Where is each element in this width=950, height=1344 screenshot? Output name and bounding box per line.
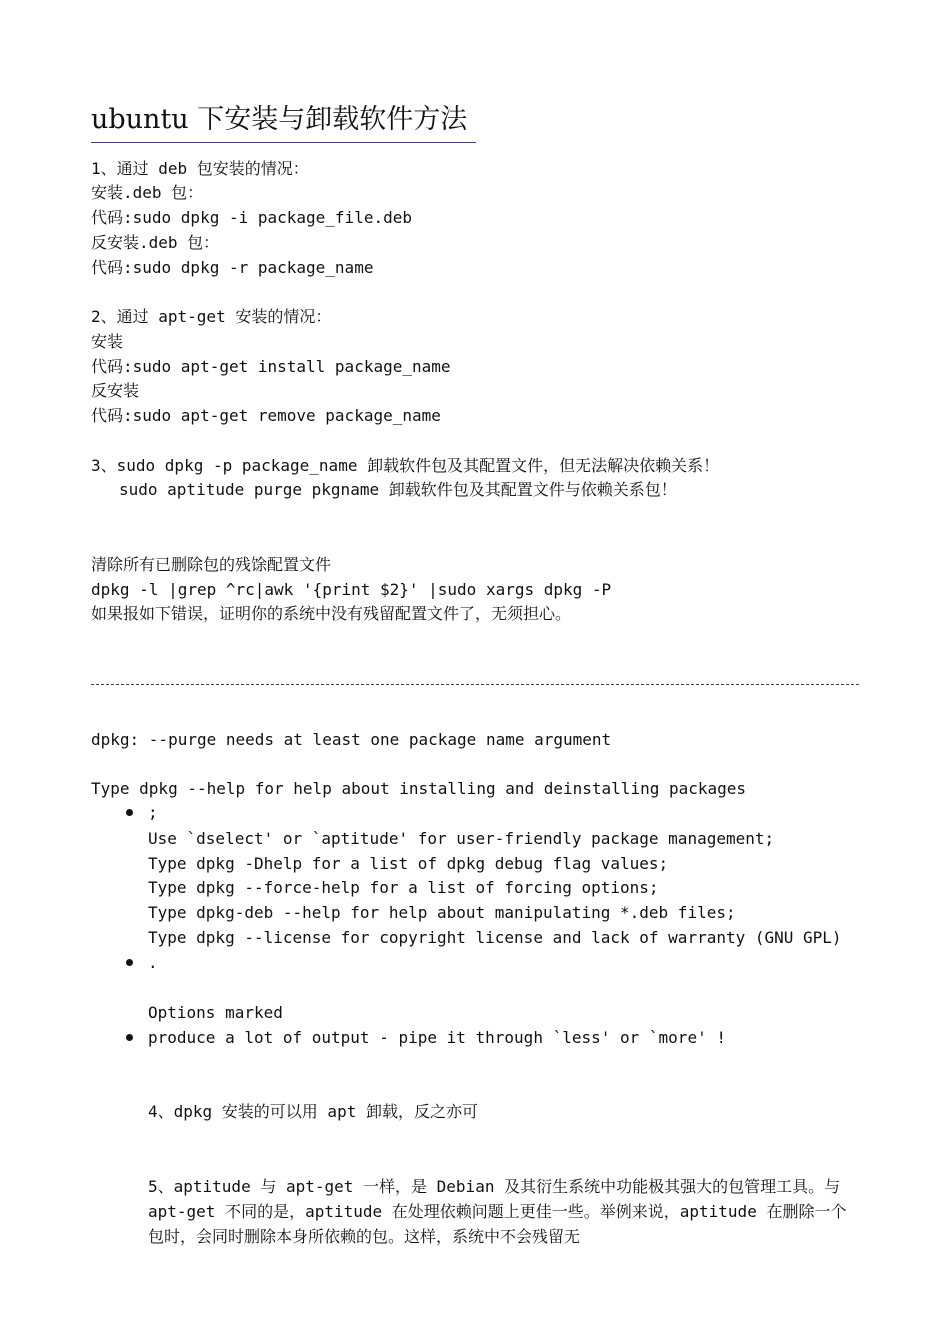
section2-install-code: 代码:sudo apt-get install package_name <box>91 357 451 376</box>
cleanup-command: dpkg -l |grep ^rc|awk '{print $2}' |sudo xargs dpkg -P <box>91 580 612 599</box>
help-line: Type dpkg -Dhelp for a list of dpkg debug flag values; <box>148 854 669 873</box>
error-line1: dpkg: --purge needs at least one package name argument <box>91 730 612 749</box>
bullet1-text: ; <box>148 803 158 822</box>
section1-install-label: 安装.deb 包： <box>91 183 204 202</box>
section1-install-code: 代码:sudo dpkg -i package_file.deb <box>91 208 412 227</box>
error-line2: Type dpkg --help for help about installing and deinstalling packages <box>91 779 747 798</box>
section1-heading: 1、通过 deb 包安装的情况： <box>91 159 309 178</box>
section4-text: 4、dpkg 安装的可以用 apt 卸载，反之亦可 <box>148 1102 478 1121</box>
cleanup-note: 如果报如下错误，证明你的系统中没有残留配置文件了，无须担心。 <box>91 604 572 623</box>
bullet-marker <box>126 959 133 966</box>
help-line: Type dpkg --force-help for a list of forcing options; <box>148 878 659 897</box>
section2-heading: 2、通过 apt-get 安装的情况： <box>91 307 332 326</box>
options-marked-text: Options marked <box>148 1003 283 1022</box>
bullet-marker <box>126 1034 133 1041</box>
bullet2-text: . <box>148 953 158 972</box>
section1-remove-code: 代码:sudo dpkg -r package_name <box>91 258 374 277</box>
section1-remove-label: 反安装.deb 包： <box>91 233 220 252</box>
cleanup-heading: 清除所有已删除包的残馀配置文件 <box>91 555 332 574</box>
page-title: ubuntu 下安装与卸载软件方法 <box>91 104 468 135</box>
bullet-marker <box>126 809 133 816</box>
section2-install-label: 安装 <box>91 332 124 351</box>
help-line: Type dpkg --license for copyright license and lack of warranty (GNU GPL) <box>148 928 842 947</box>
section2-remove-label: 反安装 <box>91 381 140 400</box>
help-line: Type dpkg-deb --help for help about manipulating *.deb files; <box>148 903 736 922</box>
section3-line1: 3、sudo dpkg -p package_name 卸载软件包及其配置文件，但无法解决依赖关系！ <box>91 456 720 475</box>
help-line: Use `dselect' or `aptitude' for user-friendly package management; <box>148 829 775 848</box>
bullet3-text: produce a lot of output - pipe it through `less' or `more' ! <box>148 1028 726 1047</box>
section3-line2: sudo aptitude purge pkgname 卸载软件包及其配置文件与依赖关系包！ <box>119 480 677 499</box>
section5-paragraph: 5、aptitude 与 apt-get 一样，是 Debian 及其衍生系统中功能极其强大的包管理工具。与 apt-get 不同的是，aptitude 在处理依赖问题上更佳一些。举例来说，aptitude 在删除一个包时，会同时删除本身所依赖的包。这样，系统中不会残留无 <box>148 1177 847 1246</box>
dashed-separator <box>91 684 859 685</box>
title-underline <box>91 142 476 143</box>
section2-remove-code: 代码:sudo apt-get remove package_name <box>91 406 441 425</box>
